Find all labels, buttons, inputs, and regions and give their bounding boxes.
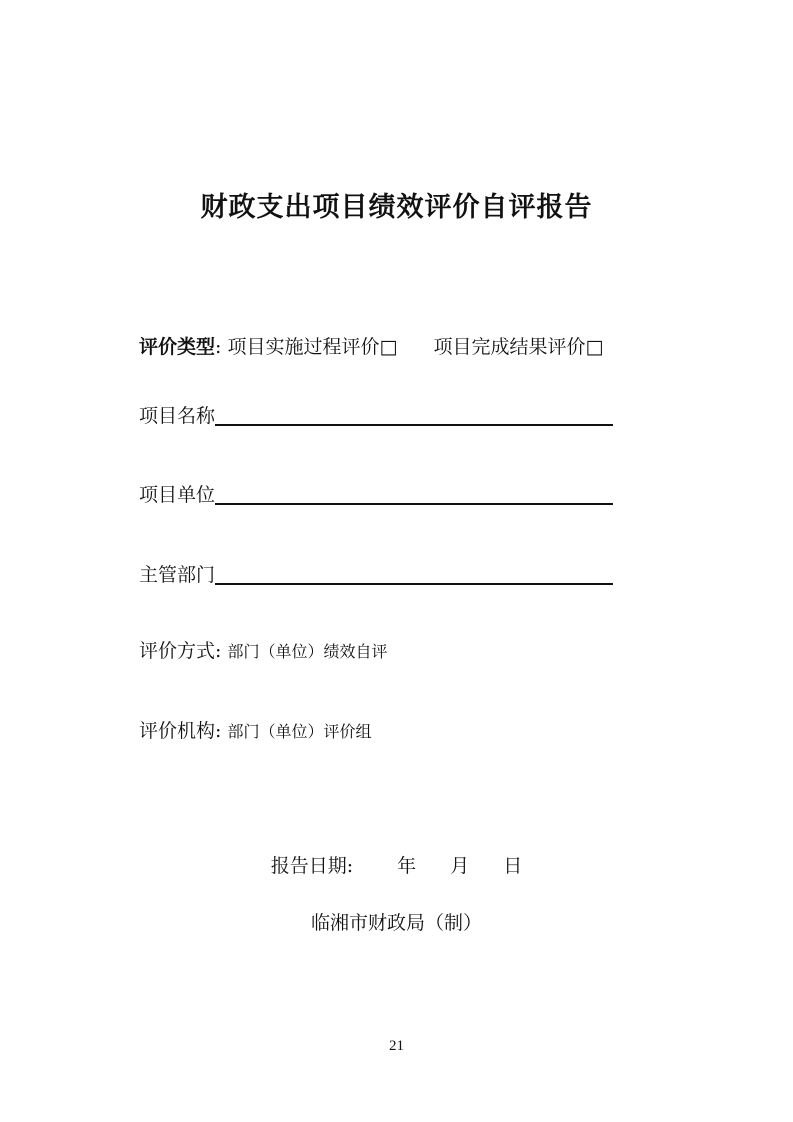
project-unit-field	[139, 480, 613, 507]
report-date-label: 报告日期:	[270, 855, 354, 877]
document-title: 财政支出项目绩效评价自评报告	[200, 192, 593, 223]
evaluation-type-colon: :	[215, 336, 222, 358]
page-number: 21	[389, 1038, 404, 1054]
department-label: 主管部门	[139, 564, 216, 586]
option-completion-evaluation[interactable]: 项目完成结果评价□	[433, 336, 604, 358]
report-date-day: 日	[503, 855, 523, 877]
evaluation-method-row	[139, 636, 387, 663]
evaluation-method-label: 评价方式:	[139, 640, 222, 662]
project-name-blank[interactable]	[215, 424, 613, 426]
issuer: 临湘市财政局（制）	[310, 912, 482, 934]
option-process-evaluation[interactable]: 项目实施过程评价□	[227, 336, 398, 358]
evaluation-organization-row	[139, 716, 371, 743]
report-date-row	[0, 851, 793, 878]
project-unit-label: 项目单位	[139, 484, 216, 506]
evaluation-type-label: 评价类型	[139, 336, 216, 358]
project-unit-blank[interactable]	[215, 503, 613, 505]
evaluation-organization-label: 评价机构:	[139, 720, 222, 742]
report-date-year: 年	[397, 855, 417, 877]
department-blank[interactable]	[215, 583, 613, 585]
evaluation-type-row	[139, 332, 603, 359]
evaluation-organization-value: 部门（单位）评价组	[227, 722, 372, 741]
evaluation-method-value: 部门（单位）绩效自评	[227, 642, 388, 661]
department-field	[139, 560, 613, 587]
report-date-month: 月	[450, 855, 470, 877]
project-name-label: 项目名称	[139, 405, 216, 427]
project-name-field	[139, 401, 613, 428]
